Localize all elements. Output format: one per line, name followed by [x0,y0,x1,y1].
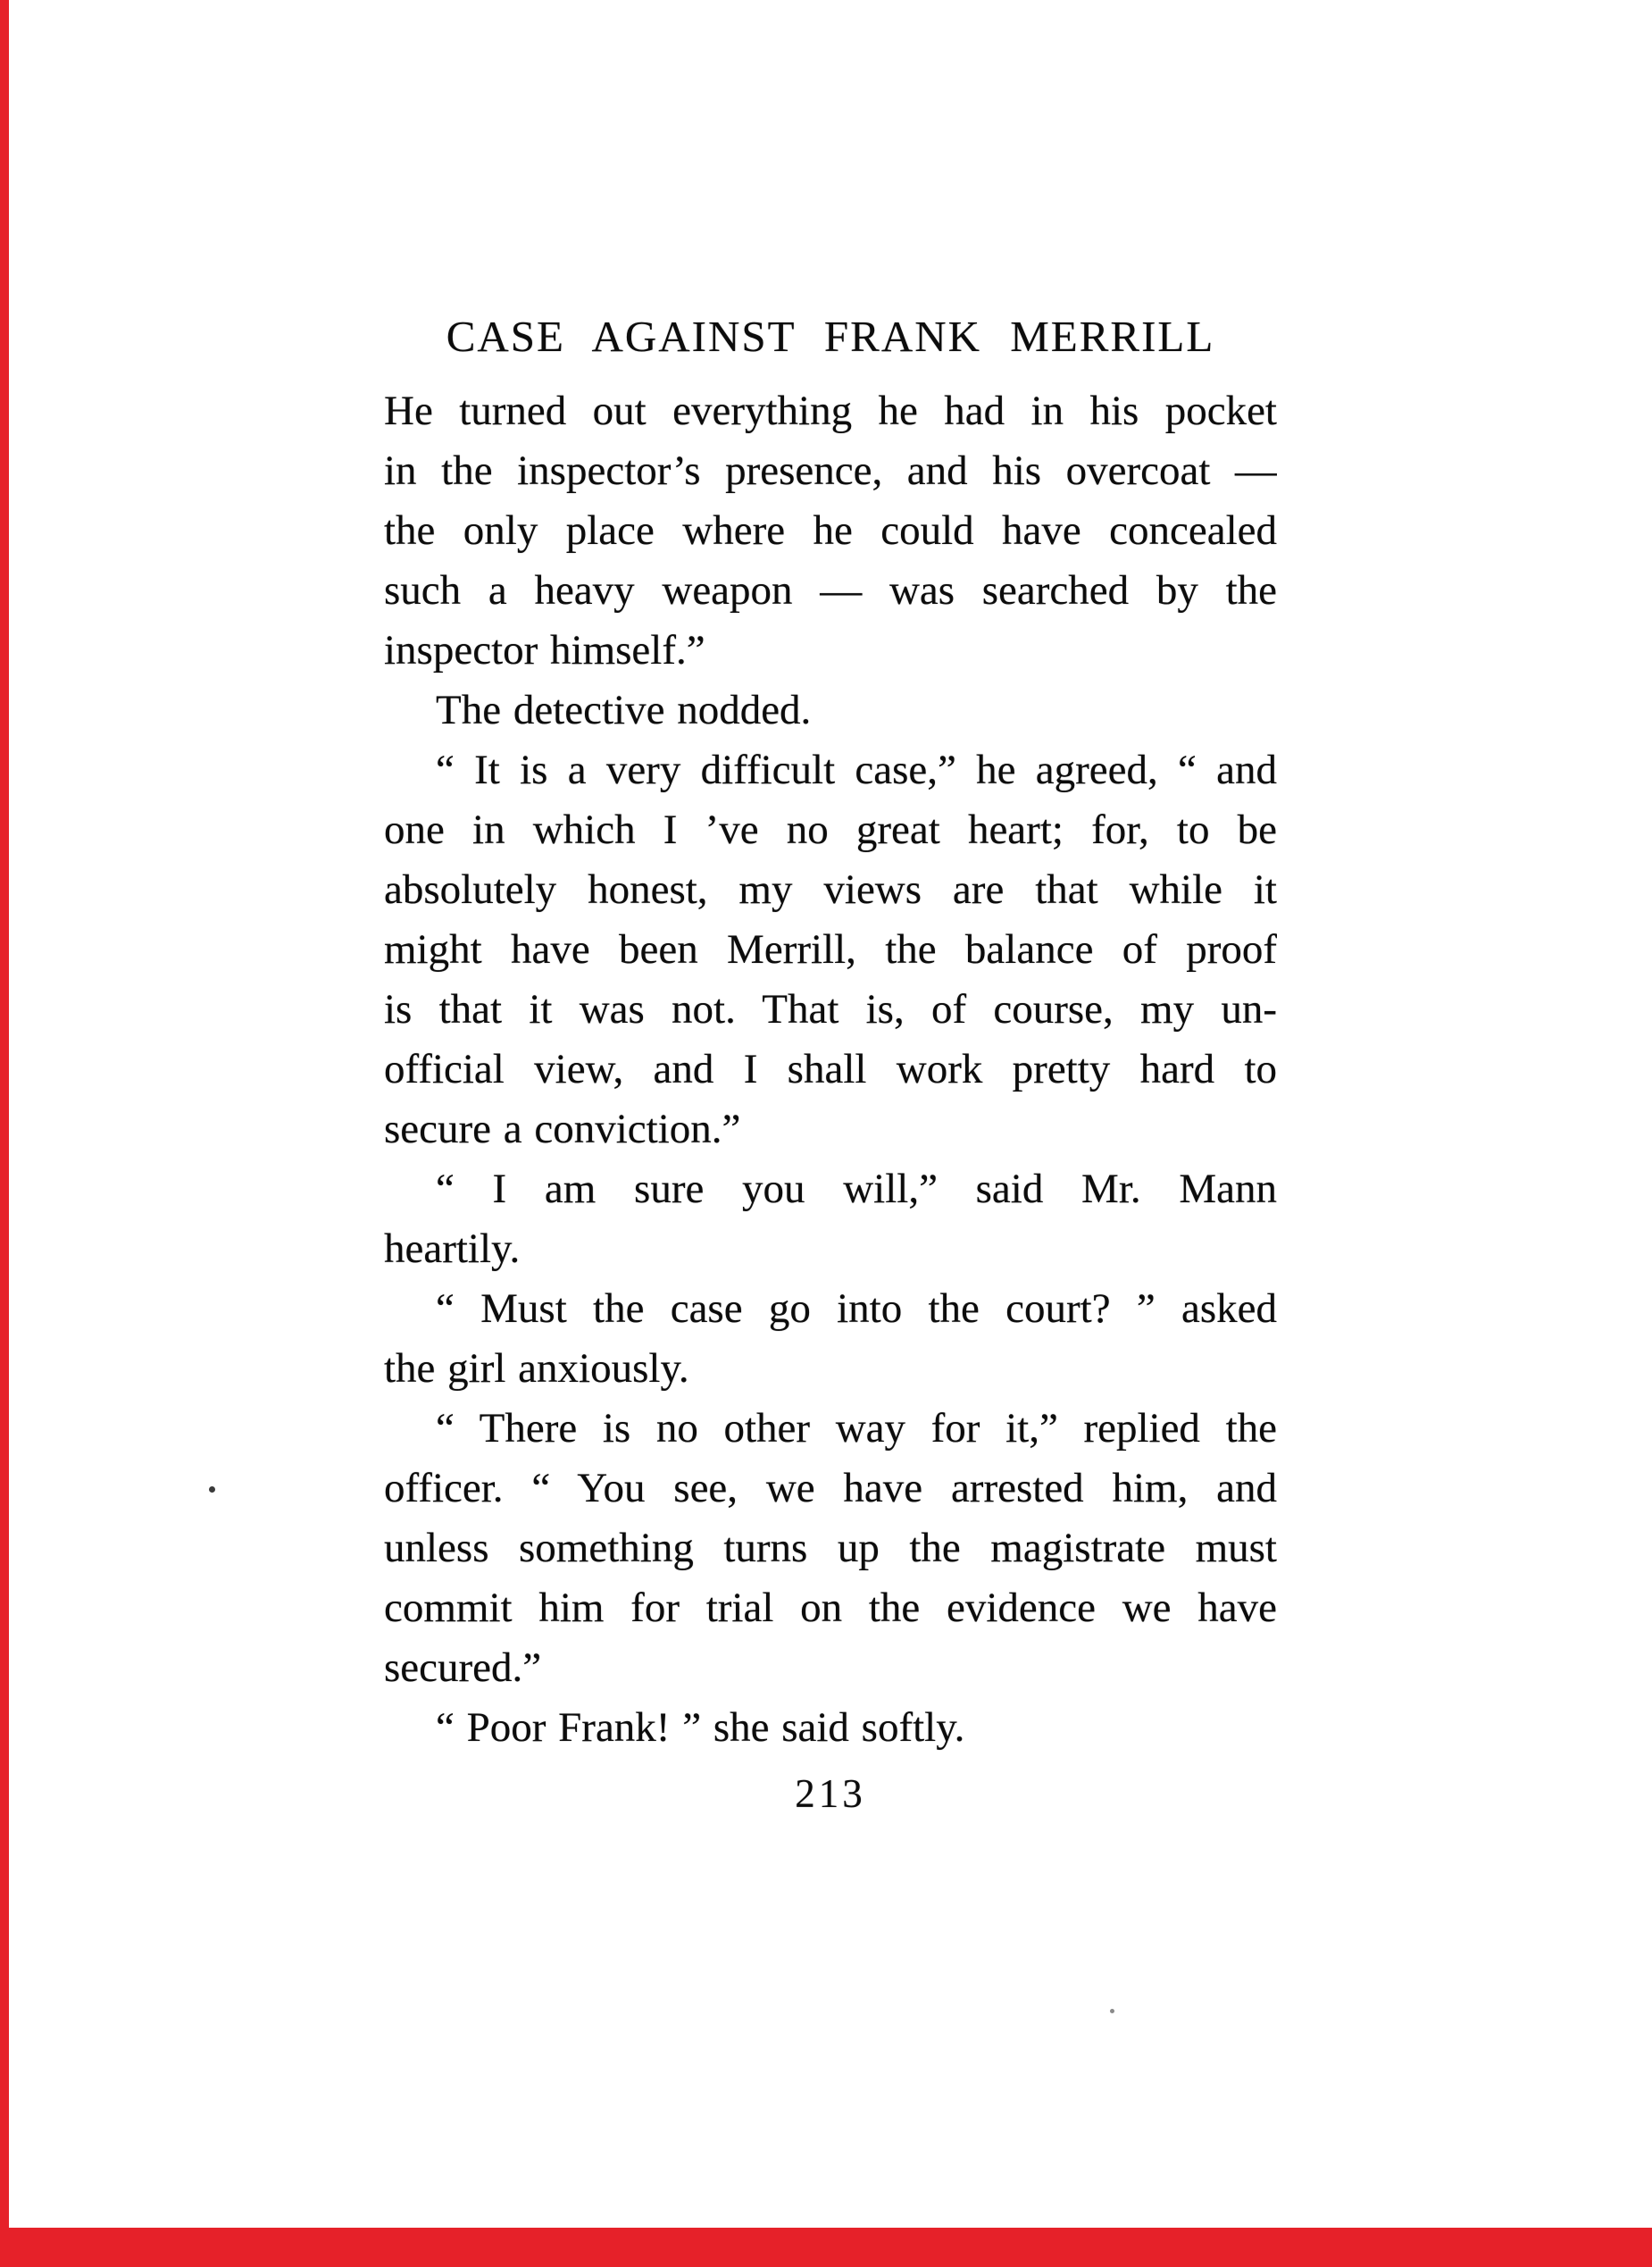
page-number: 213 [795,1771,866,1816]
text-line: officer. “ You see, we have arrested him, and [384,1465,1277,1511]
text-line: the only place where he could have concealed [384,507,1277,554]
text-line: in the inspector’s presence, and his overcoat — [384,448,1277,494]
scan-edge-artifact-bottom [0,2228,1652,2267]
text-line: secured.” [384,1644,542,1691]
text-line: official view, and I shall work pretty hard to [384,1046,1277,1092]
ink-spot-artifact [1110,2009,1114,2013]
text-line: inspector himself.” [384,627,705,673]
text-line: He turned out everything he had in his pocket [384,388,1277,434]
text-line: absolutely honest, my views are that while it [384,866,1277,913]
text-line: one in which I ’ve no great heart; for, to be [384,807,1277,853]
text-line: heartily. [384,1226,521,1272]
text-line: is that it was not. That is, of course, my un- [384,986,1277,1033]
text-line: “ It is a very difficult case,” he agreed, “ and [436,747,1277,793]
text-line: “ There is no other way for it,” replied the [436,1405,1277,1451]
text-line: “ I am sure you will,” said Mr. Mann [436,1166,1277,1212]
text-line: “ Poor Frank! ” she said softly. [436,1704,965,1751]
text-line: unless something turns up the magistrate must [384,1525,1277,1571]
ink-spot-artifact [209,1486,215,1493]
running-header: CASE AGAINST FRANK MERRILL [446,312,1215,361]
text-line: the girl anxiously. [384,1345,689,1392]
text-line: “ Must the case go into the court? ” asked [436,1285,1277,1332]
text-line: might have been Merrill, the balance of proof [384,926,1277,973]
text-line: commit him for trial on the evidence we have [384,1585,1277,1631]
scan-edge-artifact-left [0,0,9,2267]
text-line: The detective nodded. [436,687,812,733]
body-text [384,381,1277,1758]
text-line: secure a conviction.” [384,1106,741,1152]
text-line: such a heavy weapon — was searched by the [384,567,1277,614]
